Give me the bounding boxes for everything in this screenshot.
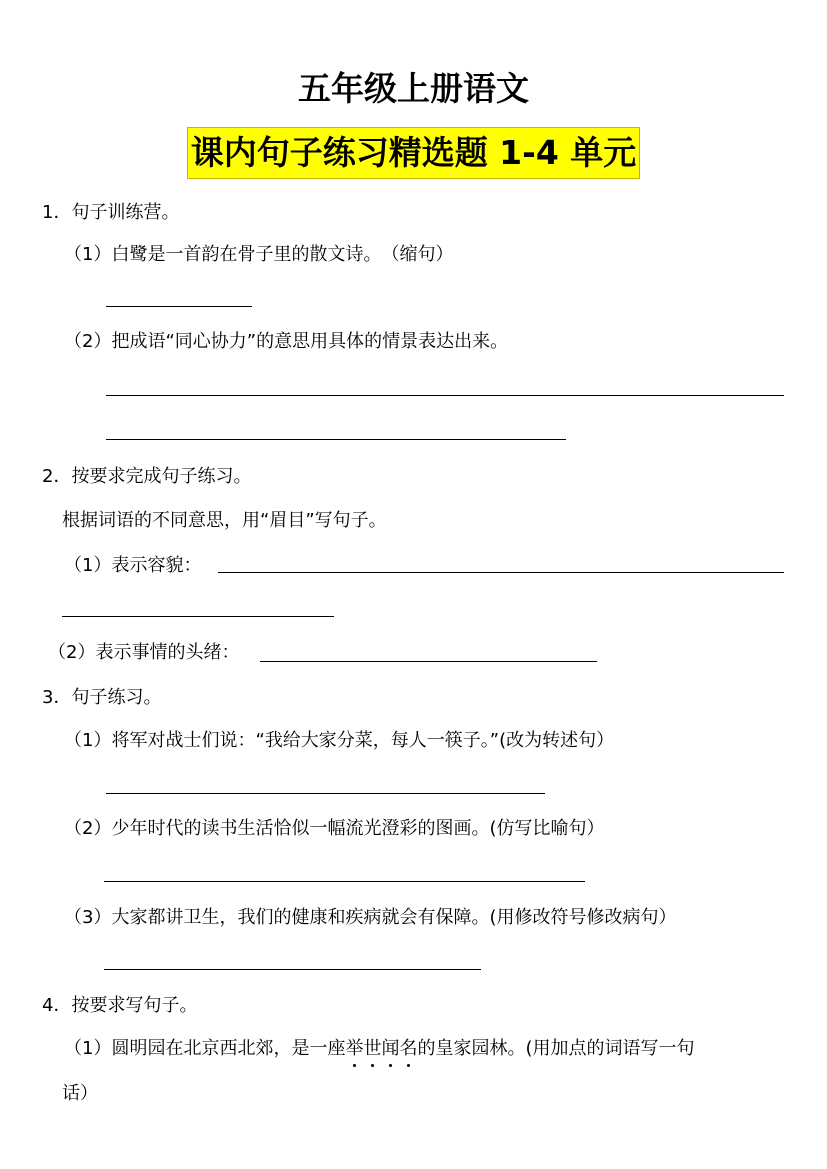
- answer-line-2-2[interactable]: [260, 661, 597, 662]
- question-4-1-text-before: （1）圆明园在北京西北郊，是一座: [64, 1038, 346, 1059]
- page-title: 五年级上册语文: [298, 69, 529, 108]
- question-2-2-text: （2）表示事情的头绪：: [48, 642, 240, 663]
- subtitle-container: [0, 127, 827, 179]
- dotted-char: 举: [345, 1036, 363, 1062]
- question-1-heading: 1．句子训练营。: [42, 202, 180, 223]
- dotted-char: 名: [399, 1036, 417, 1062]
- dotted-char: 闻: [381, 1036, 399, 1062]
- question-3-2-text: （2）少年时代的读书生活恰似一幅流光澄彩的图画。(仿写比喻句）: [64, 818, 605, 839]
- question-3-3-text: （3）大家都讲卫生，我们的健康和疾病就会有保障。(用修改符号修改病句）: [64, 907, 677, 928]
- question-4-1-text-after: 的皇家园林。(用加点的词语写一句: [417, 1038, 695, 1059]
- question-2-heading: 2．按要求完成句子练习。: [42, 466, 252, 487]
- question-4-1-text-continued: 话）: [62, 1083, 98, 1104]
- answer-line-3-3[interactable]: [104, 969, 481, 970]
- question-1-2-text: （2）把成语“同心协力”的意思用具体的情景表达出来。: [64, 331, 509, 352]
- question-4-heading: 4．按要求写句子。: [42, 995, 198, 1016]
- question-3-heading: 3．句子练习。: [42, 687, 162, 708]
- answer-line-3-1[interactable]: [106, 793, 545, 794]
- question-2-1-text: （1）表示容貌：: [64, 555, 202, 576]
- answer-line-1-2b[interactable]: [106, 439, 566, 440]
- question-2-intro: 根据词语的不同意思，用“眉目”写句子。: [62, 510, 387, 531]
- page-subtitle: 课内句子练习精选题 1-4 单元: [187, 127, 641, 179]
- dotted-char: 世: [363, 1036, 381, 1062]
- question-4-1-text: [64, 1036, 694, 1062]
- answer-line-1-1[interactable]: [106, 306, 252, 307]
- answer-line-3-2[interactable]: [104, 881, 585, 882]
- answer-line-2-1a[interactable]: [218, 572, 784, 573]
- question-1-1-text: （1）白鹭是一首韵在骨子里的散文诗。 （缩句）: [64, 244, 454, 265]
- answer-line-2-1b[interactable]: [62, 616, 334, 617]
- answer-line-1-2a[interactable]: [106, 395, 784, 396]
- question-3-1-text: （1）将军对战士们说：“我给大家分菜，每人一筷子。”(改为转述句）: [64, 730, 615, 751]
